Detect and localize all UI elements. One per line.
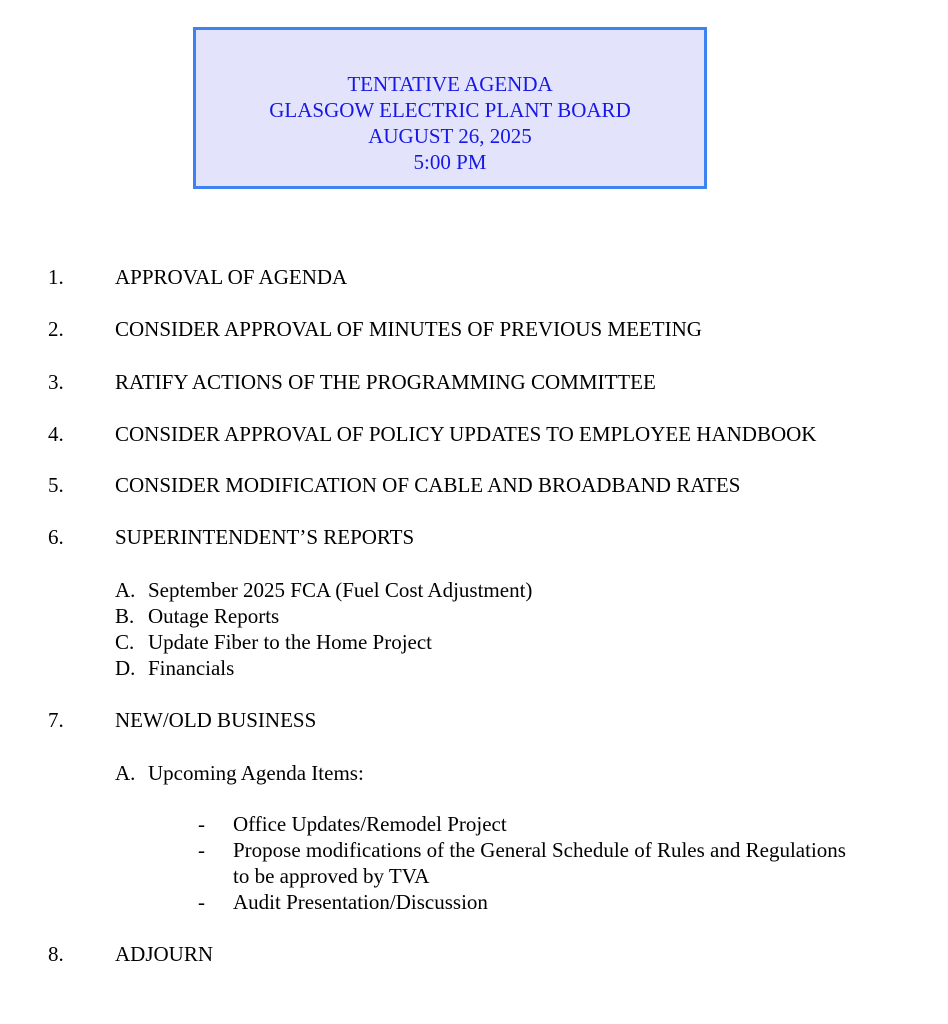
agenda-item-number: 7. xyxy=(48,708,64,732)
subitem-text: Upcoming Agenda Items: xyxy=(148,761,364,785)
agenda-item-label: APPROVAL OF AGENDA xyxy=(115,265,348,289)
agenda-item-label: RATIFY ACTIONS OF THE PROGRAMMING COMMITTEE xyxy=(115,370,656,394)
bullet-text: Propose modifications of the General Schedule of Rules and Regulations xyxy=(233,838,846,862)
agenda-item-number: 8. xyxy=(48,942,64,966)
bullet-dash: - xyxy=(198,812,205,836)
agenda-item-number: 4. xyxy=(48,422,64,446)
agenda-item-label: CONSIDER APPROVAL OF MINUTES OF PREVIOUS MEETING xyxy=(115,317,702,341)
agenda-item-number: 6. xyxy=(48,525,64,549)
agenda-item-number: 5. xyxy=(48,473,64,497)
agenda-item-label: ADJOURN xyxy=(115,942,214,966)
header-date: AUGUST 26, 2025 xyxy=(368,124,532,148)
agenda-header-box xyxy=(193,27,707,189)
header-title: TENTATIVE AGENDA xyxy=(347,72,553,96)
subitem-letter: C. xyxy=(115,630,135,654)
subitem-letter: B. xyxy=(115,604,135,628)
header-organization: GLASGOW ELECTRIC PLANT BOARD xyxy=(269,98,631,122)
agenda-item-label: CONSIDER APPROVAL OF POLICY UPDATES TO EMPLOYEE HANDBOOK xyxy=(115,422,817,446)
bullet-text: Office Updates/Remodel Project xyxy=(233,812,507,836)
agenda-item-label: NEW/OLD BUSINESS xyxy=(115,708,317,732)
subitem-letter: A. xyxy=(115,578,136,602)
subitem-text: Financials xyxy=(148,656,235,680)
subitem-letter: A. xyxy=(115,761,136,785)
subitem-text: September 2025 FCA (Fuel Cost Adjustment) xyxy=(148,578,533,602)
agenda-item-number: 3. xyxy=(48,370,64,394)
agenda-item-number: 1. xyxy=(48,265,64,289)
agenda-item-number: 2. xyxy=(48,317,64,341)
subitem-letter: D. xyxy=(115,656,136,680)
agenda-item-label: CONSIDER MODIFICATION OF CABLE AND BROADBAND RATES xyxy=(115,473,741,497)
bullet-text: to be approved by TVA xyxy=(233,864,430,888)
bullet-dash: - xyxy=(198,890,205,914)
header-time: 5:00 PM xyxy=(413,150,487,174)
bullet-text: Audit Presentation/Discussion xyxy=(233,890,488,914)
agenda-item-label: SUPERINTENDENT’S REPORTS xyxy=(115,525,415,549)
subitem-text: Outage Reports xyxy=(148,604,280,628)
bullet-dash: - xyxy=(198,838,205,862)
subitem-text: Update Fiber to the Home Project xyxy=(148,630,433,654)
